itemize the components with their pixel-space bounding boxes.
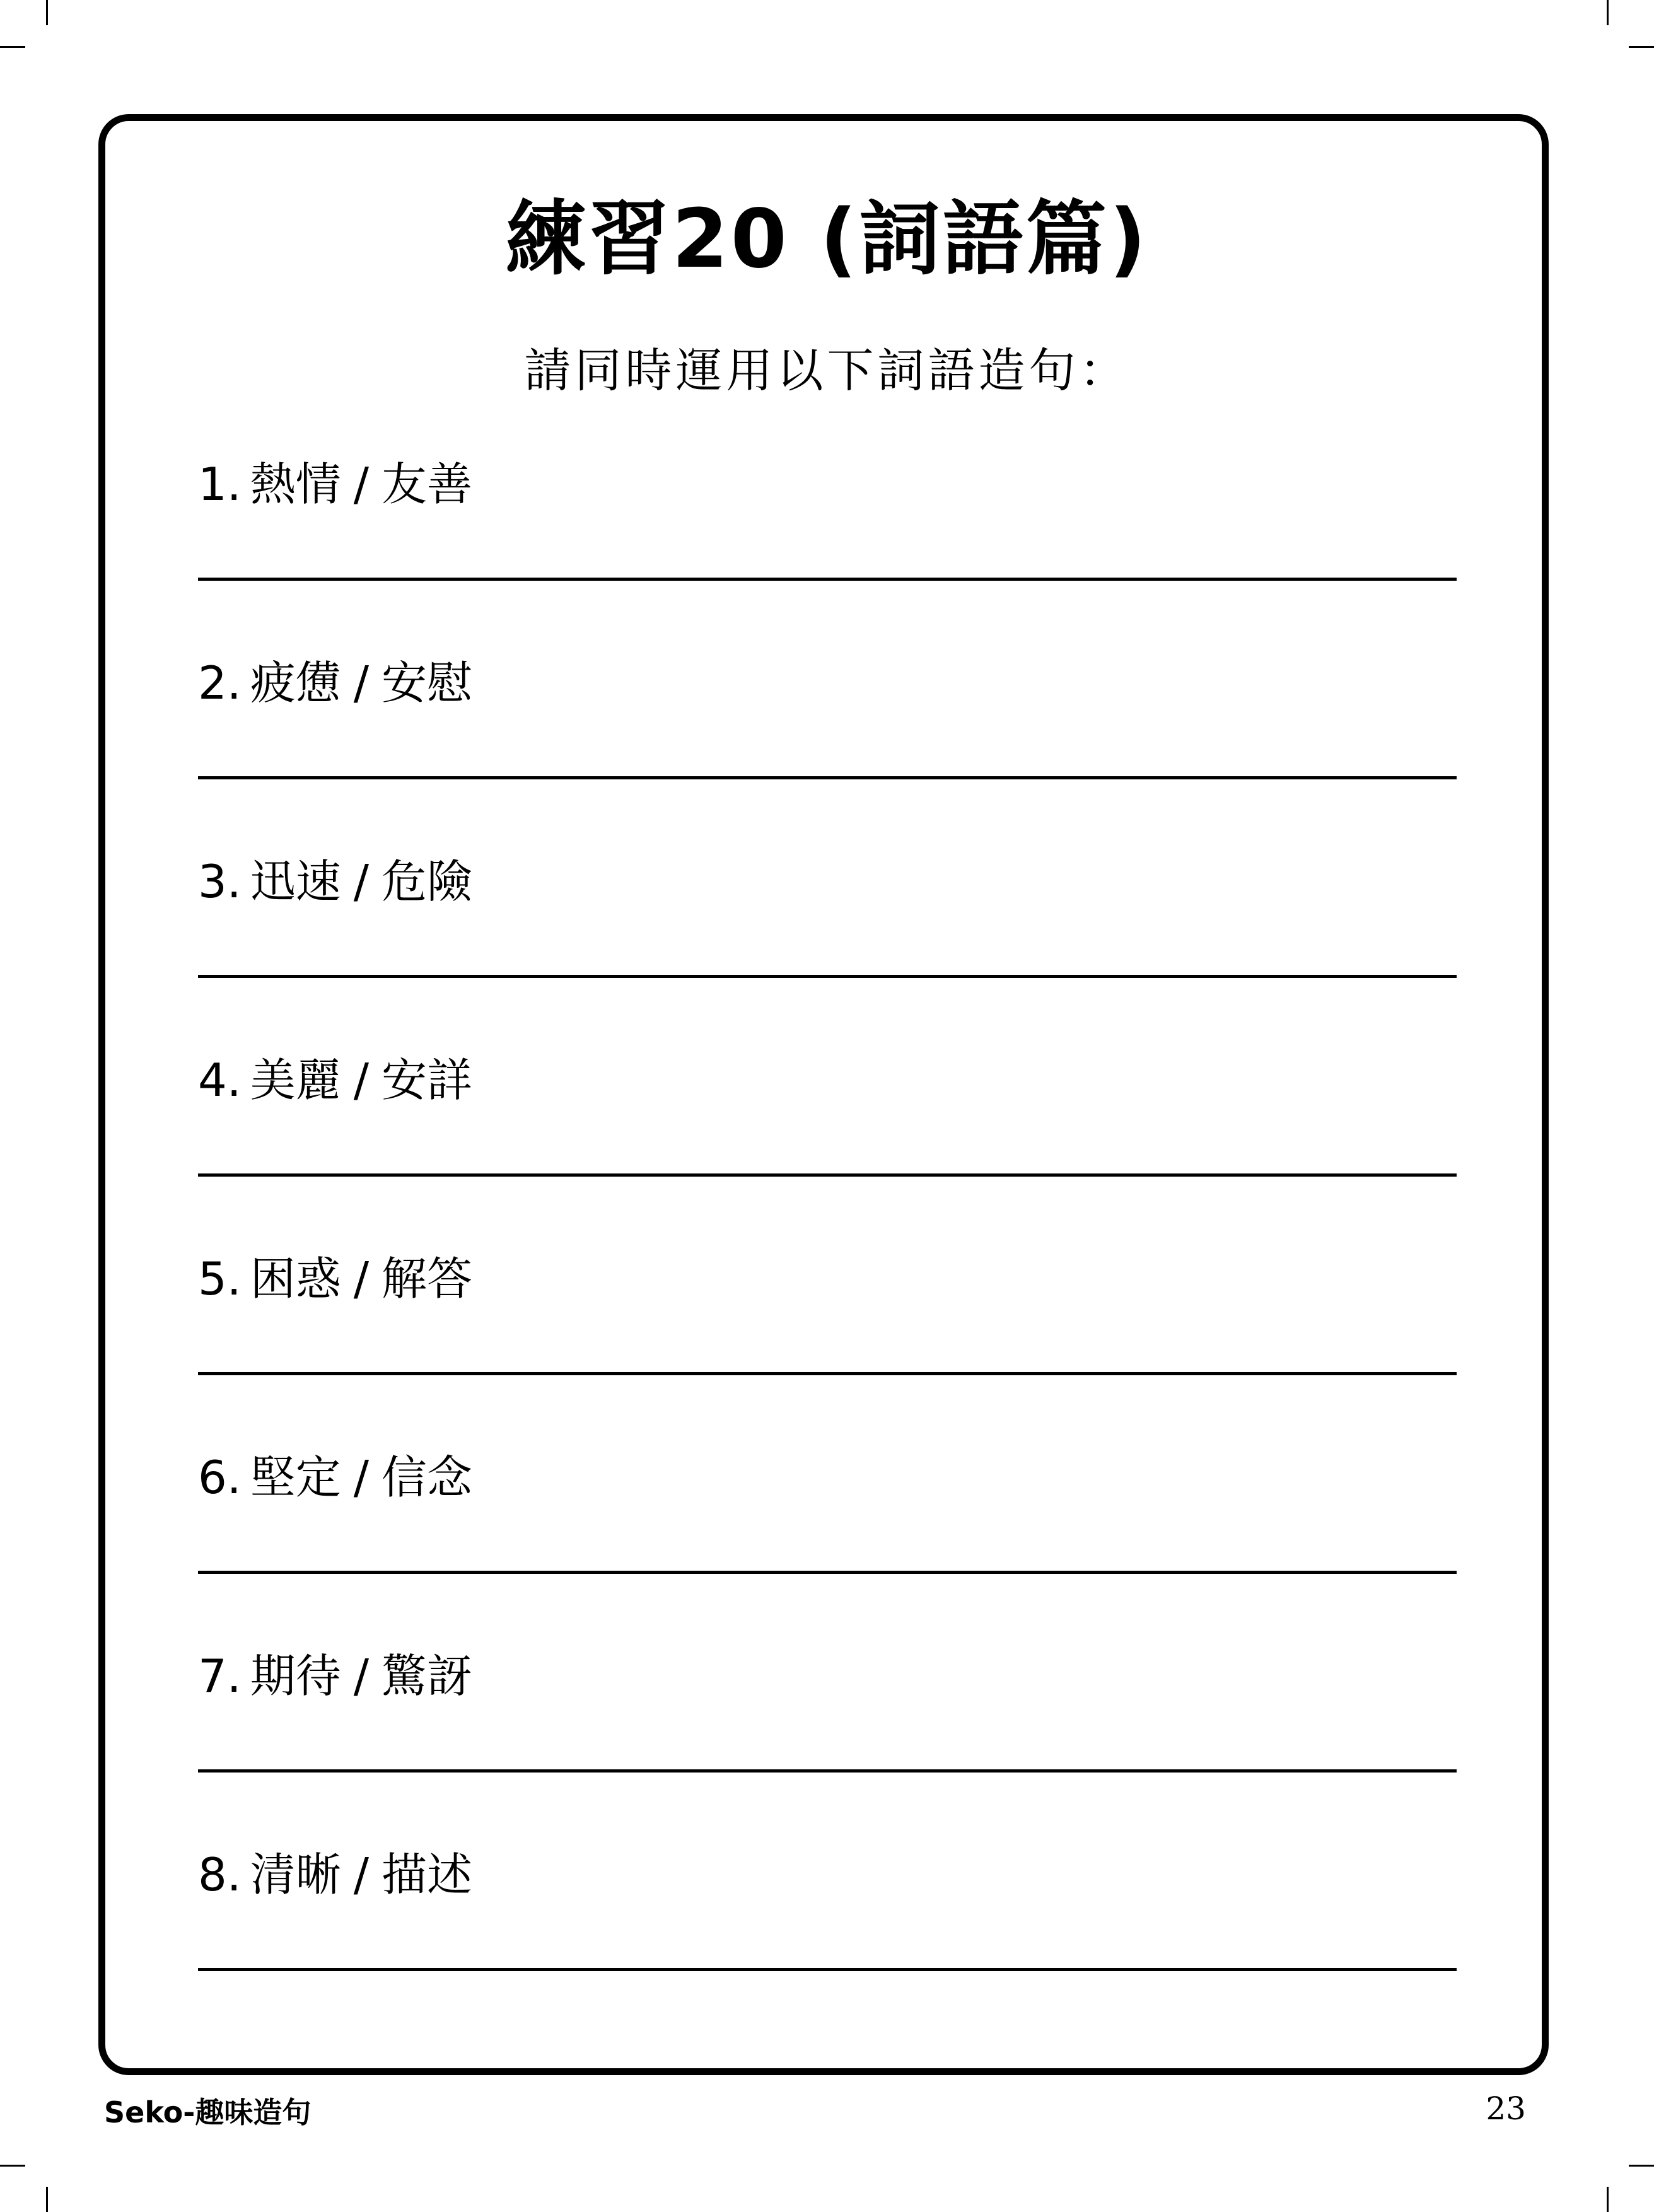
word-two: 信念: [381, 1451, 472, 1504]
crop-mark: [0, 2165, 25, 2167]
word-one: 迅速: [250, 855, 341, 908]
exercise-item: [198, 1844, 1459, 2046]
exercise-item: [198, 653, 1459, 854]
word-one: 疲憊: [250, 656, 341, 709]
word-two: 安慰: [381, 656, 472, 709]
page-number: 23: [1486, 2090, 1526, 2127]
exercise-prompt: [198, 1844, 472, 1905]
exercise-item: [198, 1447, 1459, 1649]
item-number: 5.: [198, 1252, 242, 1305]
item-number: 1.: [198, 458, 242, 511]
answer-line[interactable]: [198, 1968, 1457, 1971]
item-number: 2.: [198, 656, 242, 709]
word-separator: /: [353, 1848, 369, 1901]
word-one: 熱情: [250, 458, 341, 511]
page-title: 練習20 (詞語篇): [505, 192, 1149, 286]
word-two: 危險: [381, 855, 472, 908]
crop-mark: [1607, 0, 1609, 25]
item-number: 8.: [198, 1848, 242, 1901]
word-separator: /: [353, 1451, 369, 1504]
exercise-item: [198, 1249, 1459, 1450]
exercise-prompt: [198, 1050, 472, 1110]
crop-mark: [1629, 46, 1654, 48]
exercise-prompt: [198, 1447, 472, 1508]
word-two: 驚訝: [381, 1650, 472, 1703]
word-two: 友善: [381, 458, 472, 511]
crop-mark: [1607, 2187, 1609, 2212]
word-separator: /: [353, 656, 369, 709]
exercise-prompt: [198, 454, 472, 515]
crop-mark: [46, 0, 48, 25]
exercise-prompt: [198, 653, 472, 713]
footer-brand: Seko-趣味造句: [104, 2095, 312, 2129]
word-separator: /: [353, 855, 369, 908]
crop-mark: [0, 46, 25, 48]
item-number: 4.: [198, 1054, 242, 1107]
word-two: 解答: [381, 1252, 472, 1305]
word-separator: /: [353, 1650, 369, 1703]
item-number: 7.: [198, 1650, 242, 1703]
exercise-prompt: [198, 1646, 472, 1706]
item-number: 3.: [198, 855, 242, 908]
instruction-text: 請同時運用以下詞語造句：: [524, 344, 1130, 398]
exercise-item: [198, 454, 1459, 656]
word-separator: /: [353, 458, 369, 511]
word-two: 描述: [381, 1848, 472, 1901]
word-one: 堅定: [250, 1451, 341, 1504]
word-one: 困惑: [250, 1252, 341, 1305]
answer-line[interactable]: [198, 1372, 1457, 1375]
answer-line[interactable]: [198, 1571, 1457, 1574]
answer-line[interactable]: [198, 975, 1457, 978]
word-one: 美麗: [250, 1054, 341, 1107]
exercise-item: [198, 851, 1459, 1053]
crop-mark: [46, 2187, 48, 2212]
word-one: 期待: [250, 1650, 341, 1703]
exercise-prompt: [198, 851, 472, 912]
exercise-prompt: [198, 1249, 472, 1309]
word-two: 安詳: [381, 1054, 472, 1107]
answer-line[interactable]: [198, 1769, 1457, 1773]
word-separator: /: [353, 1252, 369, 1305]
answer-line[interactable]: [198, 776, 1457, 779]
crop-mark: [1629, 2165, 1654, 2167]
exercise-item: [198, 1646, 1459, 1848]
word-separator: /: [353, 1054, 369, 1107]
answer-line[interactable]: [198, 1173, 1457, 1177]
exercise-item: [198, 1050, 1459, 1252]
item-number: 6.: [198, 1451, 242, 1504]
answer-line[interactable]: [198, 578, 1457, 581]
word-one: 清晰: [250, 1848, 341, 1901]
